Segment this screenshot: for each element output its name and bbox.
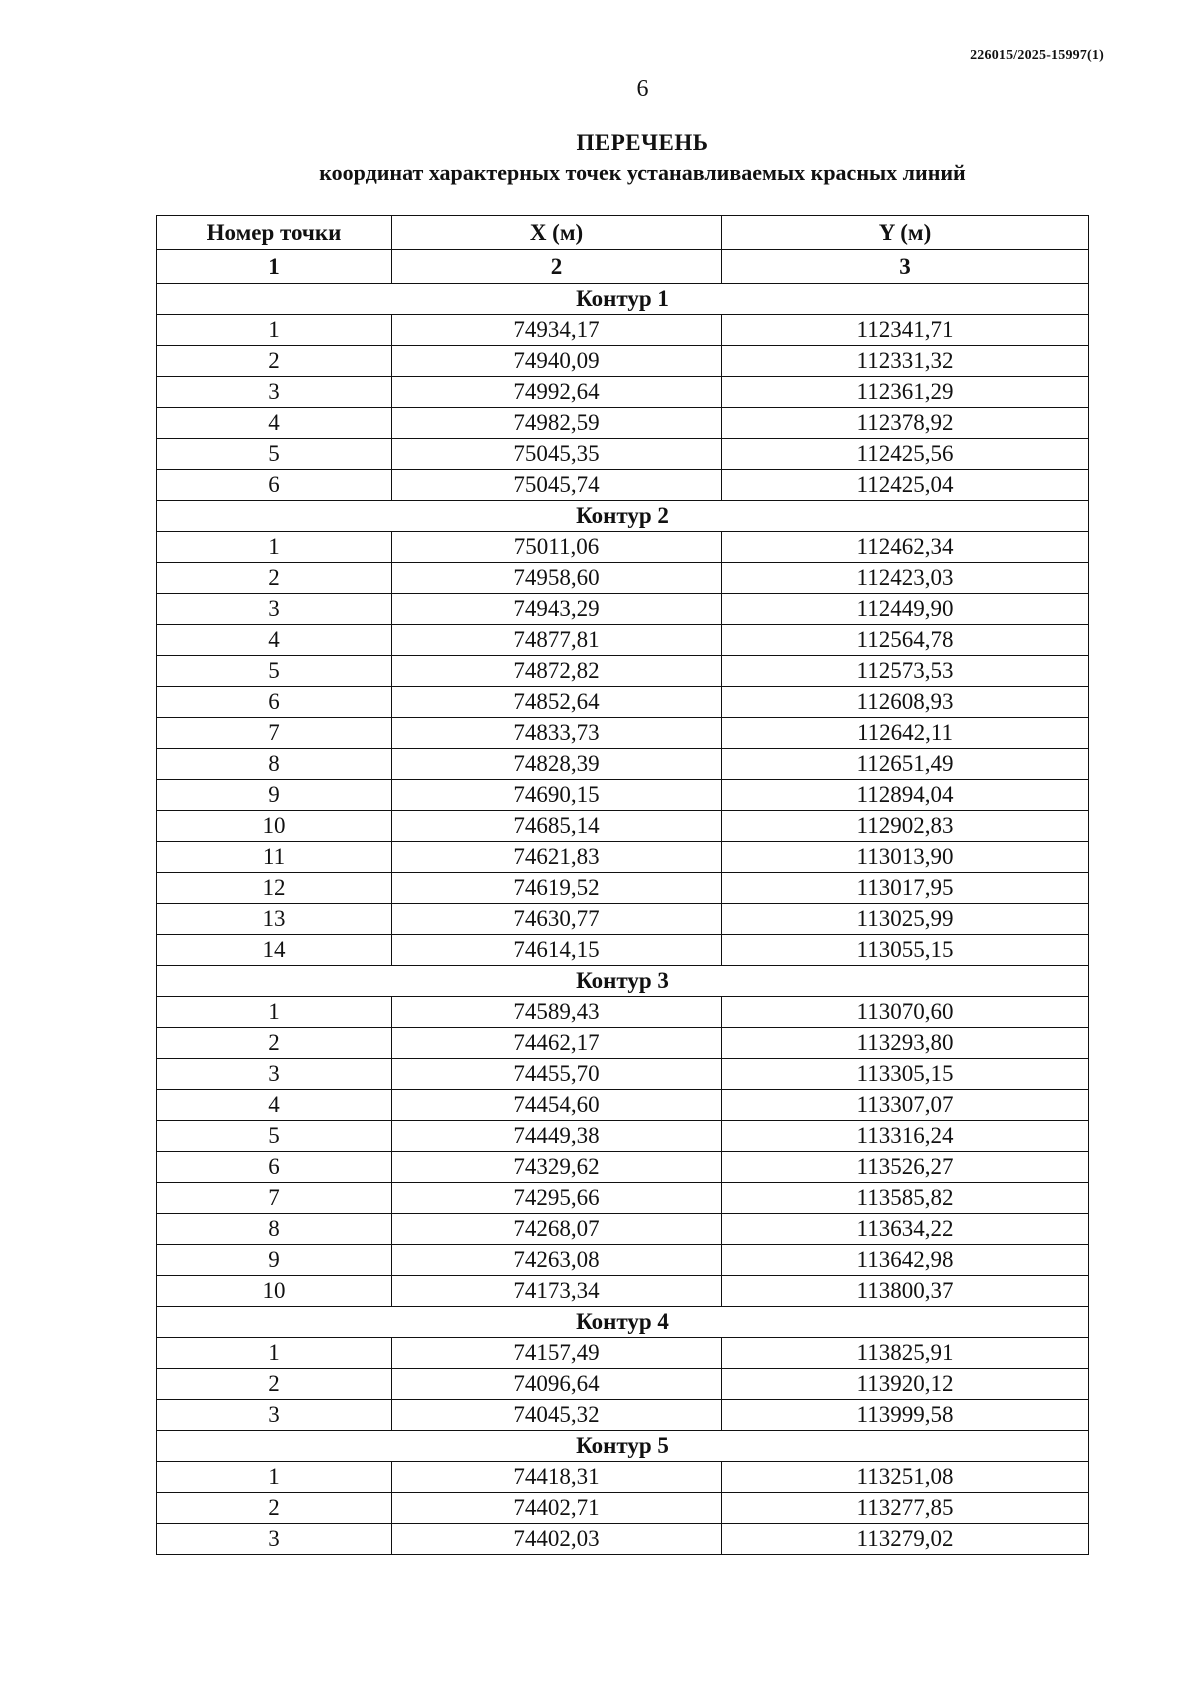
point-number-cell: 9: [157, 780, 392, 811]
y-coordinate-cell: 112425,56: [722, 439, 1089, 470]
table-row: [157, 718, 1089, 749]
y-coordinate-cell: 112564,78: [722, 625, 1089, 656]
header-x: X (м): [392, 216, 722, 250]
table-header: [157, 216, 1089, 284]
y-coordinate-cell: 112902,83: [722, 811, 1089, 842]
x-coordinate-cell: 74685,14: [392, 811, 722, 842]
table-row: [157, 687, 1089, 718]
point-number-cell: 5: [157, 1121, 392, 1152]
x-coordinate-cell: 75045,35: [392, 439, 722, 470]
point-number-cell: 4: [157, 1090, 392, 1121]
column-number-2: 2: [392, 250, 722, 284]
contour-title-row: [157, 284, 1089, 315]
point-number-cell: 5: [157, 656, 392, 687]
point-number-cell: 3: [157, 1059, 392, 1090]
table-row: [157, 1028, 1089, 1059]
table-row: [157, 1183, 1089, 1214]
table-row: [157, 377, 1089, 408]
y-coordinate-cell: 113305,15: [722, 1059, 1089, 1090]
header-point-number: Номер точки: [157, 216, 392, 250]
contour-title-row: [157, 1431, 1089, 1462]
point-number-cell: 3: [157, 1524, 392, 1555]
table-row: [157, 780, 1089, 811]
y-coordinate-cell: 112423,03: [722, 563, 1089, 594]
point-number-cell: 8: [157, 749, 392, 780]
table-row: [157, 997, 1089, 1028]
table-row: [157, 1090, 1089, 1121]
x-coordinate-cell: 74630,77: [392, 904, 722, 935]
table-row: [157, 315, 1089, 346]
point-number-cell: 2: [157, 563, 392, 594]
contour-title: Контур 1: [157, 284, 1089, 315]
y-coordinate-cell: 113277,85: [722, 1493, 1089, 1524]
x-coordinate-cell: 74982,59: [392, 408, 722, 439]
x-coordinate-cell: 74462,17: [392, 1028, 722, 1059]
x-coordinate-cell: 74455,70: [392, 1059, 722, 1090]
table-row: [157, 842, 1089, 873]
table-row: [157, 1400, 1089, 1431]
table-body: [157, 284, 1089, 1555]
point-number-cell: 3: [157, 1400, 392, 1431]
x-coordinate-cell: 75045,74: [392, 470, 722, 501]
point-number-cell: 4: [157, 625, 392, 656]
y-coordinate-cell: 112642,11: [722, 718, 1089, 749]
x-coordinate-cell: 74449,38: [392, 1121, 722, 1152]
x-coordinate-cell: 74157,49: [392, 1338, 722, 1369]
y-coordinate-cell: 113055,15: [722, 935, 1089, 966]
x-coordinate-cell: 74872,82: [392, 656, 722, 687]
table-row: [157, 594, 1089, 625]
document-id: 226015/2025-15997(1): [970, 48, 1104, 63]
x-coordinate-cell: 74418,31: [392, 1462, 722, 1493]
table-row: [157, 1493, 1089, 1524]
point-number-cell: 2: [157, 1028, 392, 1059]
y-coordinate-cell: 112894,04: [722, 780, 1089, 811]
point-number-cell: 3: [157, 594, 392, 625]
contour-title: Контур 3: [157, 966, 1089, 997]
point-number-cell: 12: [157, 873, 392, 904]
point-number-cell: 6: [157, 470, 392, 501]
coordinates-table: [156, 215, 1089, 1555]
table-row: [157, 656, 1089, 687]
point-number-cell: 11: [157, 842, 392, 873]
x-coordinate-cell: 74940,09: [392, 346, 722, 377]
y-coordinate-cell: 112449,90: [722, 594, 1089, 625]
point-number-cell: 1: [157, 1338, 392, 1369]
y-coordinate-cell: 113999,58: [722, 1400, 1089, 1431]
y-coordinate-cell: 113825,91: [722, 1338, 1089, 1369]
point-number-cell: 2: [157, 1493, 392, 1524]
point-number-cell: 14: [157, 935, 392, 966]
point-number-cell: 8: [157, 1214, 392, 1245]
point-number-cell: 10: [157, 1276, 392, 1307]
x-coordinate-cell: 74589,43: [392, 997, 722, 1028]
contour-title-row: [157, 1307, 1089, 1338]
y-coordinate-cell: 112425,04: [722, 470, 1089, 501]
x-coordinate-cell: 74833,73: [392, 718, 722, 749]
point-number-cell: 4: [157, 408, 392, 439]
page-number: 6: [636, 76, 649, 102]
x-coordinate-cell: 74934,17: [392, 315, 722, 346]
point-number-cell: 2: [157, 1369, 392, 1400]
table-row: [157, 346, 1089, 377]
x-coordinate-cell: 74402,03: [392, 1524, 722, 1555]
y-coordinate-cell: 112378,92: [722, 408, 1089, 439]
point-number-cell: 7: [157, 1183, 392, 1214]
x-coordinate-cell: 74454,60: [392, 1090, 722, 1121]
x-coordinate-cell: 74402,71: [392, 1493, 722, 1524]
x-coordinate-cell: 74690,15: [392, 780, 722, 811]
y-coordinate-cell: 112341,71: [722, 315, 1089, 346]
point-number-cell: 6: [157, 687, 392, 718]
column-number-3: 3: [722, 250, 1089, 284]
table-row: [157, 904, 1089, 935]
y-coordinate-cell: 112608,93: [722, 687, 1089, 718]
x-coordinate-cell: 74173,34: [392, 1276, 722, 1307]
y-coordinate-cell: 112361,29: [722, 377, 1089, 408]
point-number-cell: 13: [157, 904, 392, 935]
contour-title: Контур 2: [157, 501, 1089, 532]
x-coordinate-cell: 74295,66: [392, 1183, 722, 1214]
y-coordinate-cell: 113013,90: [722, 842, 1089, 873]
y-coordinate-cell: 113800,37: [722, 1276, 1089, 1307]
table-row: [157, 1338, 1089, 1369]
x-coordinate-cell: 74877,81: [392, 625, 722, 656]
table-row: [157, 1524, 1089, 1555]
y-coordinate-cell: 113293,80: [722, 1028, 1089, 1059]
column-number-1: 1: [157, 250, 392, 284]
point-number-cell: 3: [157, 377, 392, 408]
x-coordinate-cell: 74828,39: [392, 749, 722, 780]
header-y: Y (м): [722, 216, 1089, 250]
table-row: [157, 1121, 1089, 1152]
y-coordinate-cell: 113634,22: [722, 1214, 1089, 1245]
point-number-cell: 1: [157, 997, 392, 1028]
y-coordinate-cell: 113585,82: [722, 1183, 1089, 1214]
table-row: [157, 470, 1089, 501]
table-row: [157, 935, 1089, 966]
y-coordinate-cell: 113642,98: [722, 1245, 1089, 1276]
contour-title: Контур 4: [157, 1307, 1089, 1338]
x-coordinate-cell: 75011,06: [392, 532, 722, 563]
table-row: [157, 1276, 1089, 1307]
y-coordinate-cell: 112573,53: [722, 656, 1089, 687]
x-coordinate-cell: 74268,07: [392, 1214, 722, 1245]
y-coordinate-cell: 113920,12: [722, 1369, 1089, 1400]
table-row: [157, 1245, 1089, 1276]
y-coordinate-cell: 113316,24: [722, 1121, 1089, 1152]
table-row: [157, 439, 1089, 470]
y-coordinate-cell: 112651,49: [722, 749, 1089, 780]
x-coordinate-cell: 74329,62: [392, 1152, 722, 1183]
table-row: [157, 1369, 1089, 1400]
point-number-cell: 6: [157, 1152, 392, 1183]
x-coordinate-cell: 74943,29: [392, 594, 722, 625]
x-coordinate-cell: 74096,64: [392, 1369, 722, 1400]
x-coordinate-cell: 74614,15: [392, 935, 722, 966]
point-number-cell: 1: [157, 532, 392, 563]
point-number-cell: 9: [157, 1245, 392, 1276]
y-coordinate-cell: 113279,02: [722, 1524, 1089, 1555]
table-row: [157, 811, 1089, 842]
header-row: [157, 216, 1089, 250]
point-number-cell: 7: [157, 718, 392, 749]
table-row: [157, 625, 1089, 656]
document-title: ПЕРЕЧЕНЬ: [576, 130, 709, 155]
table-row: [157, 873, 1089, 904]
point-number-cell: 1: [157, 1462, 392, 1493]
point-number-cell: 5: [157, 439, 392, 470]
x-coordinate-cell: 74619,52: [392, 873, 722, 904]
contour-title-row: [157, 966, 1089, 997]
point-number-cell: 10: [157, 811, 392, 842]
table-row: [157, 563, 1089, 594]
table-row: [157, 408, 1089, 439]
column-number-row: [157, 250, 1089, 284]
x-coordinate-cell: 74992,64: [392, 377, 722, 408]
contour-title-row: [157, 501, 1089, 532]
table-row: [157, 1152, 1089, 1183]
x-coordinate-cell: 74958,60: [392, 563, 722, 594]
y-coordinate-cell: 113251,08: [722, 1462, 1089, 1493]
y-coordinate-cell: 113070,60: [722, 997, 1089, 1028]
y-coordinate-cell: 113307,07: [722, 1090, 1089, 1121]
y-coordinate-cell: 113025,99: [722, 904, 1089, 935]
table-row: [157, 1462, 1089, 1493]
document-subtitle: координат характерных точек устанавливаемых красных линий: [319, 160, 966, 185]
y-coordinate-cell: 112331,32: [722, 346, 1089, 377]
table-row: [157, 1214, 1089, 1245]
x-coordinate-cell: 74263,08: [392, 1245, 722, 1276]
y-coordinate-cell: 113017,95: [722, 873, 1089, 904]
contour-title: Контур 5: [157, 1431, 1089, 1462]
table-row: [157, 1059, 1089, 1090]
x-coordinate-cell: 74045,32: [392, 1400, 722, 1431]
x-coordinate-cell: 74852,64: [392, 687, 722, 718]
point-number-cell: 1: [157, 315, 392, 346]
point-number-cell: 2: [157, 346, 392, 377]
y-coordinate-cell: 112462,34: [722, 532, 1089, 563]
table-row: [157, 749, 1089, 780]
x-coordinate-cell: 74621,83: [392, 842, 722, 873]
y-coordinate-cell: 113526,27: [722, 1152, 1089, 1183]
table-row: [157, 532, 1089, 563]
